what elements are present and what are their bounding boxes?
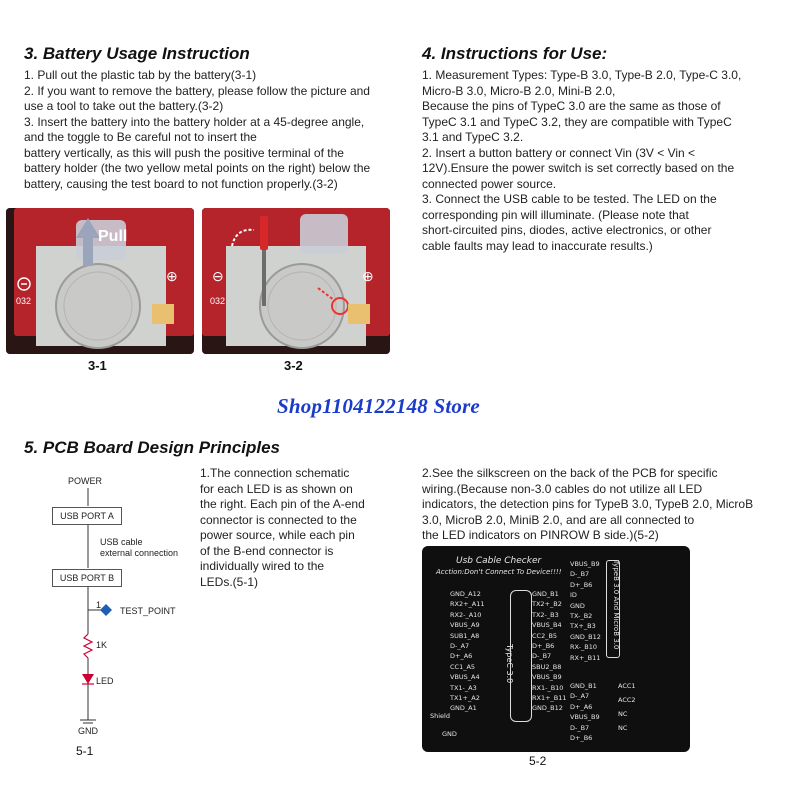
plus-symbol: ⊕ <box>362 268 374 284</box>
pcb-pin-label: TX2+_B2 <box>532 600 562 609</box>
pcb-pin-label: GND_A1 <box>450 704 477 713</box>
pcb-pin-label: GND_B12 <box>570 632 601 641</box>
text-line: TypeC 3.1 and TypeC 3.2, they are compatible with TypeC <box>422 114 732 129</box>
pin-number: 1 <box>96 600 102 610</box>
section5-text2 <box>422 466 753 544</box>
pcb-pin-label: D-_B7 <box>570 723 590 732</box>
pcb-pin-label: VBUS_A9 <box>450 621 480 630</box>
pcb-pin-label: GND_A12 <box>450 590 481 598</box>
text-line: 3. Insert the battery into the battery holder at a 45-degree angle, <box>24 114 365 129</box>
text-line: indicators, the detection pins for TypeB 3.0, TypeB 2.0, MicroB <box>422 497 754 511</box>
pcb-pin-label: SUB1_A8 <box>450 631 480 640</box>
text-line: 2. If you want to remove the battery, please follow the picture and <box>24 83 370 98</box>
pcb-shield: Shield <box>430 712 450 720</box>
pcb-pin-label: NC <box>618 710 628 718</box>
pcb-pin-label: TX2-_B3 <box>532 610 559 619</box>
text-line: Micro-B 3.0, Micro-B 2.0, Mini-B 2.0, <box>422 83 616 98</box>
battery-photo-3-1 <box>6 208 194 354</box>
pcb-pin-label: D-_B7 <box>532 652 552 661</box>
pcb-gnd: GND <box>442 730 457 738</box>
pcb-pin-label: CC1_A5 <box>450 662 476 671</box>
typeb-label: TypeB 3.0 And MicroB 3.0 <box>612 560 620 650</box>
code-label: 032 <box>210 296 226 306</box>
pcb-pin-label: D+_A6 <box>570 702 593 711</box>
pcb-pin-label: D+_A6 <box>450 652 473 661</box>
text-line: use a tool to take out the battery.(3-2) <box>24 99 224 113</box>
cable-note-1: USB cable <box>100 537 143 547</box>
text-line: the LED indicators on PINROW B side.)(5-2) <box>422 528 659 542</box>
pcb-pin-label: VBUS_B9 <box>570 560 600 568</box>
text-line: 3. Connect the USB cable to be tested. The LED on the <box>422 192 717 206</box>
pcb-pin-label: D-_B7 <box>570 570 590 579</box>
text-line: Because the pins of TypeC 3.0 are the same as those of <box>422 99 721 113</box>
pcb-pin-label: VBUS_B9 <box>532 673 562 682</box>
text-line: connected power source. <box>422 176 557 191</box>
battery-photo-3-2 <box>202 208 390 354</box>
text-line: LEDs.(5-1) <box>200 574 259 589</box>
section3-title: 3. Battery Usage Instruction <box>24 44 250 63</box>
caption-5-2: 5-2 <box>529 754 547 768</box>
text-line: 3.0, MicroB 2.0, MiniB 2.0, and are all connected to <box>422 512 695 527</box>
text-line: and the toggle to Be careful not to insert the <box>24 130 257 144</box>
pcb-pin-label: D-_A7 <box>570 692 590 701</box>
text-line: corresponding pin will illuminate. (Please note that <box>422 207 689 222</box>
typec-label: TypeC 3.0 <box>505 644 514 684</box>
led-label: LED <box>96 676 114 686</box>
text-line: wiring.(Because non-3.0 cables do not utilize all LED <box>422 481 703 496</box>
resistor-label: 1K <box>96 640 108 650</box>
pcb-pin-label: CC2_B5 <box>532 631 558 640</box>
text-line: of the B-end connector is <box>200 543 334 558</box>
section3-text <box>24 68 370 192</box>
pull-label: Pull <box>98 228 128 245</box>
text-line: the right. Each pin of the A-end <box>200 497 365 511</box>
pcb-pin-label: SBU2_B8 <box>532 662 562 671</box>
text-line: 3.1 and TypeC 3.2. <box>422 130 524 144</box>
pcb-pin-label: VBUS_B4 <box>532 621 562 630</box>
caption-3-1: 3-1 <box>88 358 107 373</box>
text-line: 12V).Ensure the power switch is set correctly based on the <box>422 161 735 175</box>
text-line: battery vertically, as this will push the positive terminal of the <box>24 145 344 160</box>
pcb-pin-label: VBUS_B9 <box>570 713 600 722</box>
pcb-pin-label: RX2+_A11 <box>450 600 485 609</box>
text-line: battery holder (the two yellow metal points on the right) below the <box>24 161 371 175</box>
text-line: for each LED is as shown on <box>200 481 353 496</box>
text-line: 1. Pull out the plastic tab by the battery(3-1) <box>24 68 257 82</box>
text-line: 2. Insert a button battery or connect Vin (3V < Vin < <box>422 145 696 160</box>
pcb-pin-label: D+_B6 <box>570 580 593 589</box>
pcb-pin-label: TX+_B3 <box>570 622 596 631</box>
pcb-pin-label: TX-_B2 <box>570 612 593 620</box>
store-watermark: Shop1104122148 Store <box>277 394 480 418</box>
section5-text1 <box>200 466 365 590</box>
text-line: individually wired to the <box>200 559 325 573</box>
pcb-pin-label: RX+_B11 <box>570 653 601 662</box>
pcb-pin-label: ACC2 <box>618 696 636 704</box>
pcb-pin-label: VBUS_A4 <box>450 673 480 682</box>
text-line: battery, causing the test board to not function properly.(3-2) <box>24 176 338 191</box>
pcb-pin-label: RX-_B10 <box>570 643 597 652</box>
pcb-pin-label: D+_B6 <box>532 642 555 650</box>
pcb-pin-label: ID <box>570 591 577 600</box>
section4-title: 4. Instructions for Use: <box>422 44 608 63</box>
caption-3-2: 3-2 <box>284 358 303 373</box>
minus-symbol: ⊖ <box>212 268 224 284</box>
pcb-pin-label: RX1-_B10 <box>532 683 564 692</box>
cable-note-2: external connection <box>100 548 179 558</box>
pcb-pin-label: ACC1 <box>618 682 636 690</box>
section5-title: 5. PCB Board Design Principles <box>24 438 281 457</box>
pcb-pin-label: D-_A7 <box>450 642 470 650</box>
caption-5-1: 5-1 <box>76 744 94 758</box>
text-line: 1. Measurement Types: Type-B 3.0, Type-B 2.0, Type-C 3.0, <box>422 68 742 82</box>
pcb-pin-label: GND_B12 <box>532 704 563 713</box>
text-line: power source, while each pin <box>200 528 355 542</box>
usb-port-b: USB PORT B <box>52 569 122 587</box>
text-line: 2.See the silkscreen on the back of the PCB for specific <box>422 466 718 480</box>
pcb-title: Usb Cable Checker <box>456 556 542 566</box>
text-line: connector is connected to the <box>200 512 357 527</box>
pcb-warning: Acction:Don't Connect To Device!!!! <box>436 568 562 576</box>
pcb-pin-label: RX1+_B11 <box>532 694 567 702</box>
pcb-pin-label: NC <box>618 724 628 732</box>
code-label: 032 <box>16 296 32 306</box>
text-line: 1.The connection schematic <box>200 466 350 480</box>
section4-text <box>422 68 741 254</box>
power-label: POWER <box>68 476 103 486</box>
plus-symbol: ⊕ <box>166 268 178 284</box>
pcb-pin-label: TX1+_A2 <box>450 694 480 702</box>
text-line: short-circuited pins, diodes, active electronics, or other <box>422 223 712 237</box>
pcb-photo-5-2 <box>422 546 690 752</box>
text-line: cable faults may lead to inaccurate results.) <box>422 238 653 253</box>
test-point-label: TEST_POINT <box>120 606 176 616</box>
gnd-label: GND <box>78 726 98 736</box>
pcb-pin-label: GND_B1 <box>532 590 559 598</box>
pcb-pin-label: D+_B6 <box>570 734 593 742</box>
pcb-pin-label: GND_B1 <box>570 682 597 690</box>
usb-port-a: USB PORT A <box>52 507 122 525</box>
pcb-pin-label: GND <box>570 601 585 610</box>
pcb-pin-label: TX1-_A3 <box>450 683 477 692</box>
pcb-pin-label: RX2-_A10 <box>450 610 482 619</box>
